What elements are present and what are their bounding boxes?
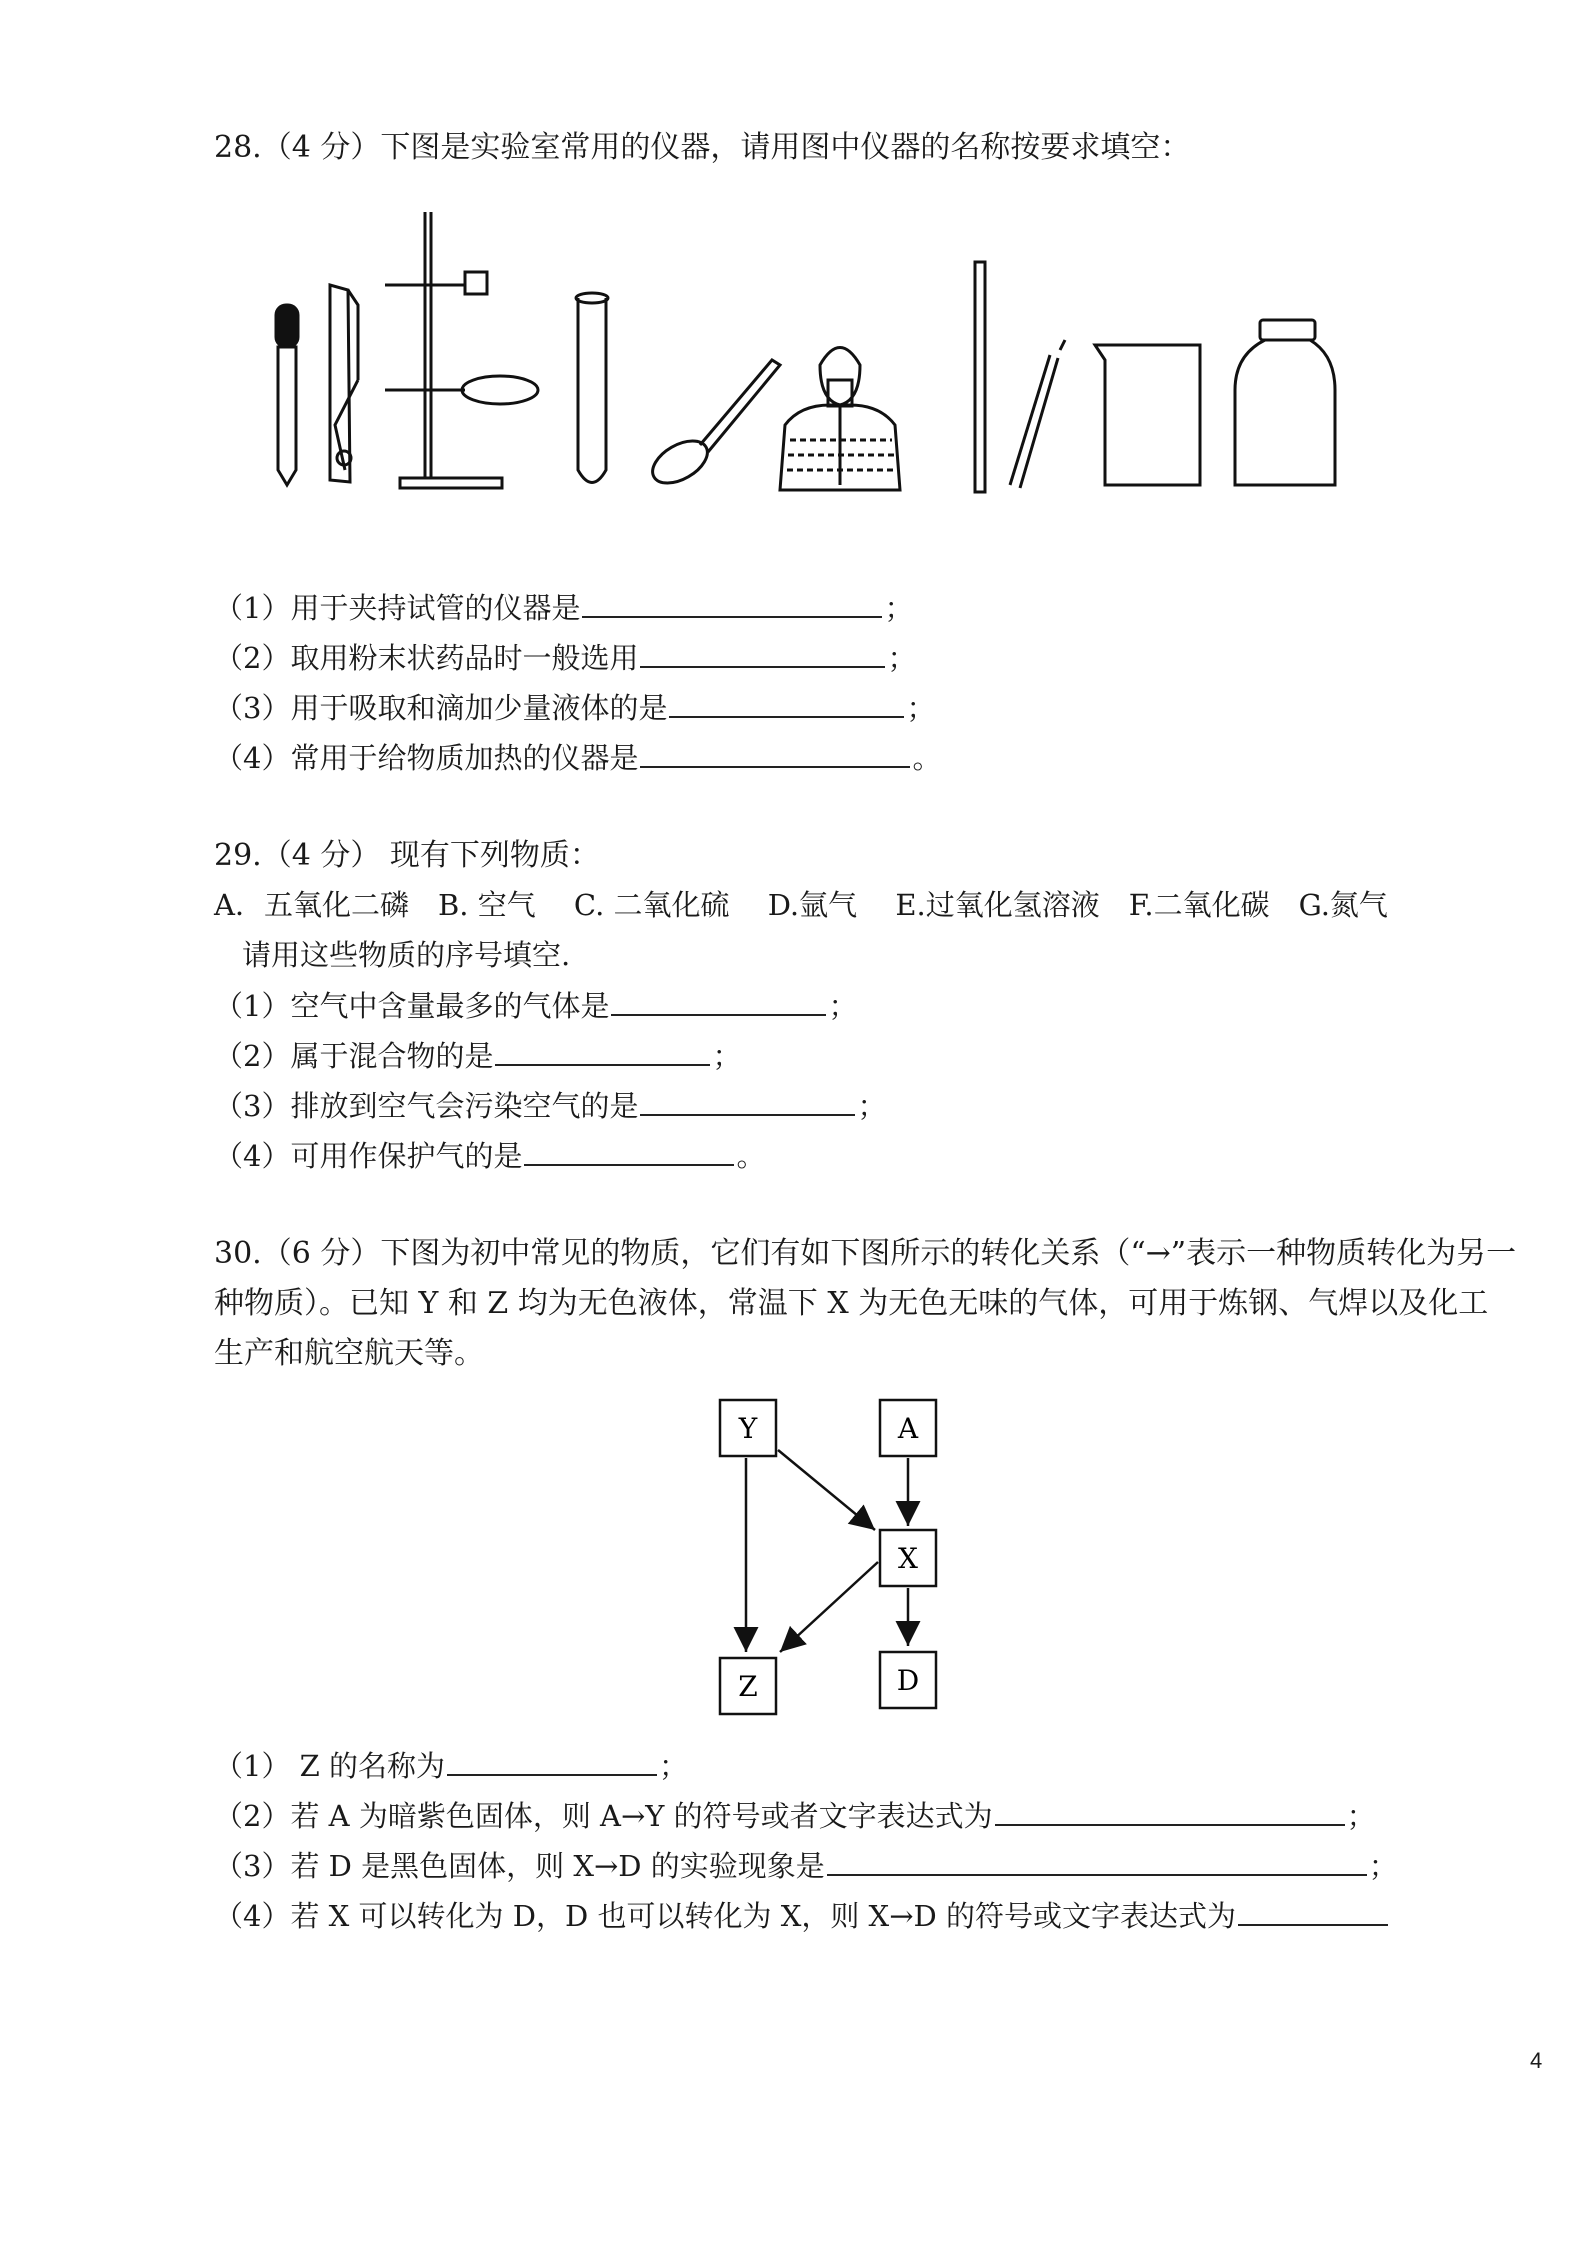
answer-blank[interactable] xyxy=(447,1748,657,1776)
q28-item-3: （3）用于吸取和滴加少量液体的是 ； xyxy=(214,691,936,725)
node-y-label: Y xyxy=(738,1412,758,1445)
q29-item-1: （1）空气中含量最多的气体是 ； xyxy=(214,989,858,1023)
q29-item-2: （2）属于混合物的是 ； xyxy=(214,1039,742,1073)
tweezers-icon xyxy=(1010,340,1065,488)
alcohol-lamp-icon xyxy=(780,348,900,491)
arrow-x-to-z xyxy=(780,1562,878,1652)
answer-blank[interactable] xyxy=(995,1798,1345,1826)
answer-blank[interactable] xyxy=(495,1038,710,1066)
test-tube-icon xyxy=(576,293,608,483)
node-a-label: A xyxy=(897,1412,919,1445)
answer-blank[interactable] xyxy=(524,1138,734,1166)
q30-item-4: （4）若 X 可以转化为 D，D 也可以转化为 X，则 X→D 的符号或文字表达式为 xyxy=(214,1898,1390,1934)
dropper-icon xyxy=(276,305,298,485)
reagent-bottle-icon xyxy=(1235,320,1335,485)
q29-item-3: （3）排放到空气会污染空气的是 ； xyxy=(214,1089,887,1123)
page-number: 4 xyxy=(1530,2048,1543,2073)
q30-intro-line3: 生产和航空航天等。 xyxy=(214,1336,484,1371)
node-d-label: D xyxy=(896,1664,920,1697)
answer-blank[interactable] xyxy=(611,988,826,1016)
answer-blank[interactable] xyxy=(640,1088,855,1116)
lab-apparatus-illustration xyxy=(260,200,1410,520)
q30-intro-line1: 30.（6 分）下图为初中常见的物质，它们有如下图所示的转化关系（“→”表示一种物质转化为另一 xyxy=(214,1236,1517,1271)
q29-item-4: （4）可用作保护气的是 。 xyxy=(214,1139,766,1173)
answer-blank[interactable] xyxy=(582,590,882,618)
answer-blank[interactable] xyxy=(1238,1898,1388,1926)
test-tube-clamp-icon xyxy=(330,285,358,482)
q28-item-2: （2）取用粉末状药品时一般选用 ； xyxy=(214,641,917,675)
q30-intro-line2: 种物质）。已知 Y 和 Z 均为无色液体，常温下 X 为无色无味的气体，可用于炼钢、气焊以及化工 xyxy=(214,1286,1489,1321)
answer-blank[interactable] xyxy=(640,740,910,768)
answer-blank[interactable] xyxy=(669,690,904,718)
node-z-label: Z xyxy=(738,1670,758,1703)
q29-options: A．五氧化二磷 B. 空气 C. 二氧化硫 D.氩气 E.过氧化氢溶液 F.二氧化碳 G.氮气 xyxy=(214,888,1388,922)
answer-blank[interactable] xyxy=(640,640,885,668)
beaker-icon xyxy=(1095,345,1200,485)
q30-item-3: （3）若 D 是黑色固体，则 X→D 的实验现象是 ； xyxy=(214,1849,1398,1883)
iron-stand-icon xyxy=(385,212,538,488)
node-x-label: X xyxy=(898,1542,918,1575)
q28-item-1: （1）用于夹持试管的仪器是 ； xyxy=(214,591,914,625)
answer-blank[interactable] xyxy=(827,1848,1367,1876)
q29-instruction: 请用这些物质的序号填空. xyxy=(242,938,571,972)
medicine-spoon-icon xyxy=(646,360,780,492)
conversion-diagram xyxy=(700,1380,960,1703)
q29-heading: 29.（4 分） 现有下列物质： xyxy=(214,838,600,873)
q30-item-2: （2）若 A 为暗紫色固体，则 A→Y 的符号或者文字表达式为 ； xyxy=(214,1799,1376,1833)
q28-item-4: （4）常用于给物质加热的仪器是 。 xyxy=(214,741,942,775)
arrow-y-to-x xyxy=(778,1450,875,1530)
q28-heading: 28.（4 分）下图是实验室常用的仪器，请用图中仪器的名称按要求填空： xyxy=(214,130,1191,165)
q30-item-1: （1） Z 的名称为 ； xyxy=(214,1749,689,1783)
glass-rod-icon xyxy=(975,262,985,492)
